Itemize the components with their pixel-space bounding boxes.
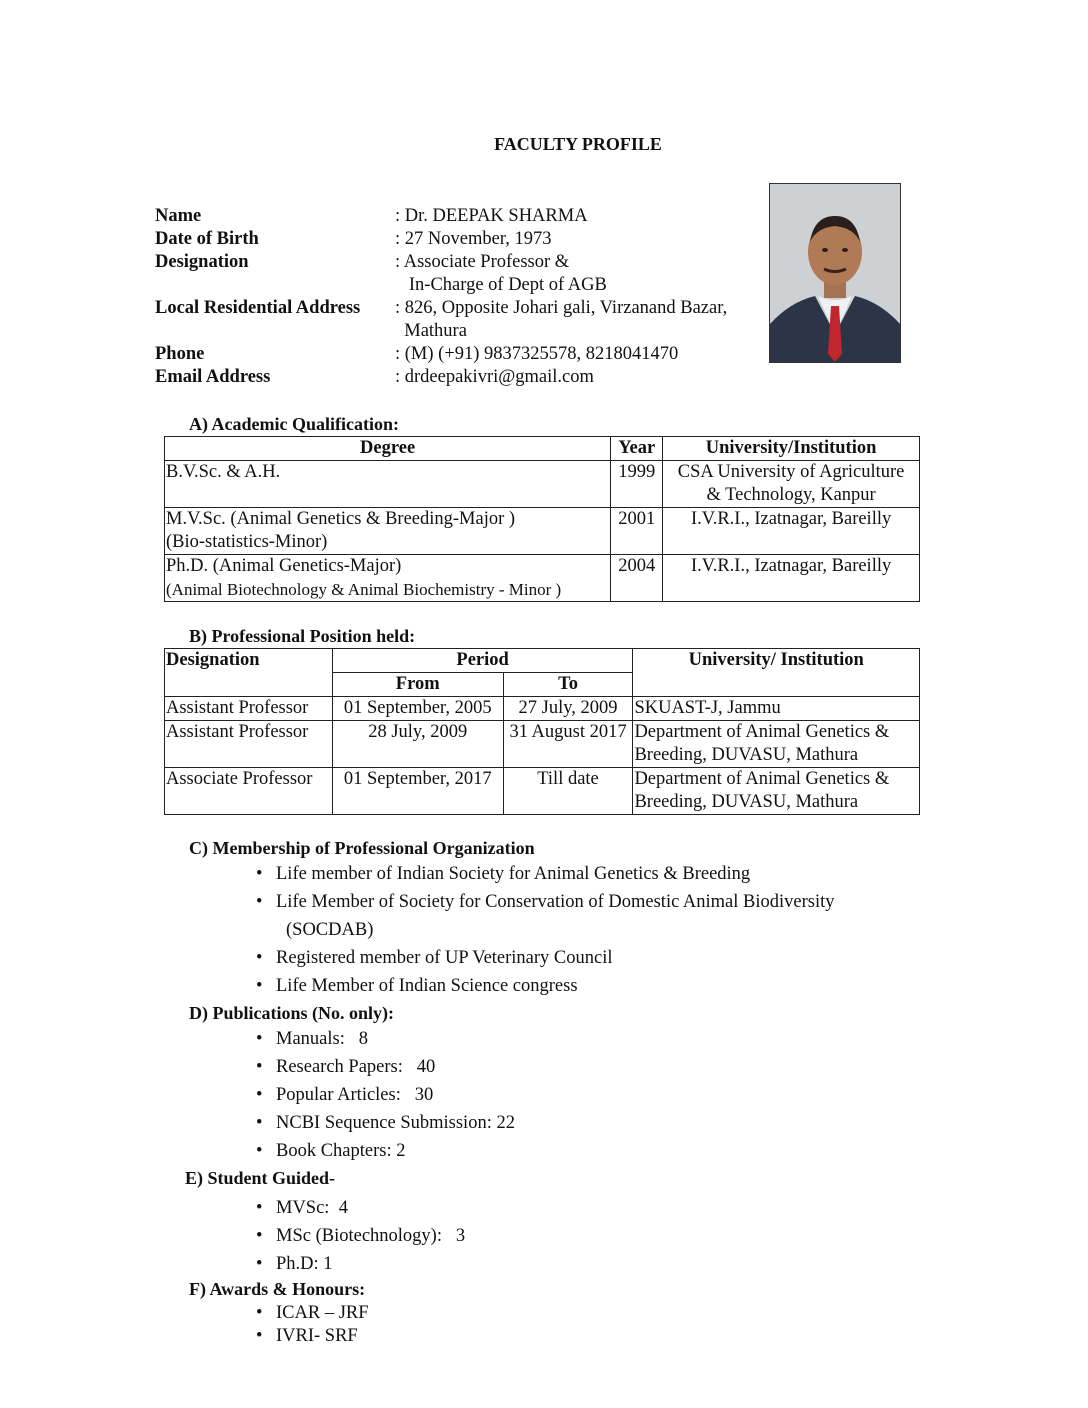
column-header-period: Period [332,649,633,673]
list-item [254,888,835,944]
info-label: Local Residential Address [155,298,361,318]
university-line: I.V.R.I., Izatnagar, Bareilly [690,509,892,529]
to-cell: 27 July, 2009 [503,697,633,721]
bullet-icon: • [256,1254,263,1274]
info-row-designation-cont [155,274,727,297]
bullet-icon: • [256,1303,263,1323]
column-header-university: University/ Institution [633,649,920,697]
membership-list [254,860,835,1000]
bullet-icon: • [256,1029,263,1049]
list-item-text: ICAR – JRF [276,1303,369,1323]
year-cell: 2004 [611,555,663,602]
degree-cell [165,508,611,555]
info-label: Designation [155,252,249,272]
profile-photo [769,183,901,363]
column-header-from: From [332,673,503,697]
list-item-text: Popular Articles: 30 [276,1085,434,1105]
institution-cell [633,721,920,768]
list-item-text: IVRI- SRF [276,1326,358,1346]
list-item-text: Manuals: 8 [276,1029,368,1049]
university-cell [663,555,920,602]
info-value: : drdeepakivri@gmail.com [395,367,594,387]
list-item-text: Life member of Indian Society for Animal Genetics & Breeding [276,864,751,884]
bullet-icon: • [256,1057,263,1077]
table-row [165,508,920,555]
bullet-icon: • [256,948,263,968]
from-cell: 01 September, 2005 [332,697,503,721]
info-value: : Associate Professor & [395,252,570,272]
info-label [155,274,395,297]
page-title: FACULTY PROFILE [494,134,662,154]
info-row-address [155,297,727,320]
degree-cell [165,555,611,602]
info-value: : Dr. DEEPAK SHARMA [395,206,588,226]
bullet-icon: • [256,1226,263,1246]
list-item [254,1137,515,1165]
column-header-to: To [503,673,633,697]
to-cell: 31 August 2017 [503,721,633,768]
institution-cell [633,768,920,815]
info-label: Name [155,206,202,226]
list-item [254,972,835,1000]
list-item-text: Registered member of UP Veterinary Council [276,948,613,968]
year-cell: 1999 [611,461,663,508]
academic-table [164,436,920,602]
university-cell [663,508,920,555]
university-line: & Technology, Kanpur [706,485,876,505]
list-item-text: Book Chapters: 2 [276,1141,406,1161]
info-value: : (M) (+91) 9837325578, 8218041470 [395,344,679,364]
list-item [254,1302,369,1325]
bullet-icon: • [256,1326,263,1346]
institution-line: Breeding, DUVASU, Mathura [634,745,859,765]
info-label: Date of Birth [155,229,259,249]
university-line: I.V.R.I., Izatnagar, Bareilly [690,556,892,576]
table-row [165,721,920,768]
list-item-text: Ph.D: 1 [276,1254,333,1274]
institution-line: Breeding, DUVASU, Mathura [634,792,859,812]
list-item [254,860,835,888]
list-item [254,1194,465,1222]
personal-info [155,205,727,389]
bullet-icon: • [256,892,263,912]
bullet-icon: • [256,1141,263,1161]
list-item-text: Life Member of Society for Conservation of Domestic Animal Biodiversity [276,892,835,912]
positions-table [164,648,920,815]
institution-cell: SKUAST-J, Jammu [633,697,920,721]
section-heading-publications: D) Publications (No. only): [189,1003,395,1023]
info-row-name [155,205,727,228]
list-item-text: Life Member of Indian Science congress [276,976,578,996]
list-item [254,1222,465,1250]
info-row-phone [155,343,727,366]
bullet-icon: • [256,976,263,996]
bullet-icon: • [256,864,263,884]
column-header-year: Year [611,437,663,461]
list-item-text: MSc (Biotechnology): 3 [276,1226,466,1246]
designation-cell: Assistant Professor [165,721,333,768]
designation-cell: Associate Professor [165,768,333,815]
table-row [165,555,920,602]
degree-line: (Bio-statistics-Minor) [166,532,328,552]
to-cell: Till date [503,768,633,815]
degree-line: B.V.Sc. & A.H. [166,462,281,482]
degree-line: Ph.D. (Animal Genetics-Major) [166,556,402,576]
degree-line: (Animal Biotechnology & Animal Biochemistry - Minor ) [166,580,562,599]
list-item [254,944,835,972]
info-value: : 27 November, 1973 [395,229,552,249]
section-heading-membership: C) Membership of Professional Organization [189,838,535,858]
list-item [254,1025,515,1053]
column-header-degree: Degree [165,437,611,461]
section-heading-awards: F) Awards & Honours: [189,1279,366,1299]
institution-line: Department of Animal Genetics & [634,769,890,789]
degree-cell [165,461,611,508]
students-list [254,1194,465,1278]
list-item [254,1053,515,1081]
designation-cell: Assistant Professor [165,697,333,721]
list-item-continuation: (SOCDAB) [286,920,374,940]
table-row [165,697,920,721]
list-item-text: Research Papers: 40 [276,1057,436,1077]
info-label [155,320,395,343]
publications-list [254,1025,515,1165]
bullet-icon: • [256,1085,263,1105]
info-label: Phone [155,344,205,364]
list-item [254,1109,515,1137]
table-header-row [165,649,920,673]
profile-photo-illustration [770,184,900,362]
info-row-dob [155,228,727,251]
table-row [165,768,920,815]
info-row-designation [155,251,727,274]
section-heading-positions: B) Professional Position held: [189,626,416,646]
degree-line: M.V.Sc. (Animal Genetics & Breeding-Major ) [166,509,516,529]
info-label: Email Address [155,367,271,387]
section-heading-academic: A) Academic Qualification: [189,414,399,434]
university-cell [663,461,920,508]
list-item [254,1325,369,1348]
list-item-text: NCBI Sequence Submission: 22 [276,1113,515,1133]
year-cell: 2001 [611,508,663,555]
bullet-icon: • [256,1113,263,1133]
awards-list [254,1302,369,1348]
column-header-university: University/Institution [663,437,920,461]
institution-line: Department of Animal Genetics & [634,722,890,742]
table-header-row [165,437,920,461]
info-value: In-Charge of Dept of AGB [395,275,607,295]
info-value: Mathura [395,321,467,341]
column-header-designation: Designation [165,649,333,697]
info-row-address-cont [155,320,727,343]
info-value: : 826, Opposite Johari gali, Virzanand Bazar, [395,298,728,318]
table-row [165,461,920,508]
from-cell: 28 July, 2009 [332,721,503,768]
from-cell: 01 September, 2017 [332,768,503,815]
list-item [254,1081,515,1109]
section-heading-students: E) Student Guided- [185,1168,336,1188]
info-row-email [155,366,727,389]
university-line: CSA University of Agriculture [677,462,905,482]
list-item [254,1250,465,1278]
list-item-text: MVSc: 4 [276,1198,348,1218]
bullet-icon: • [256,1198,263,1218]
